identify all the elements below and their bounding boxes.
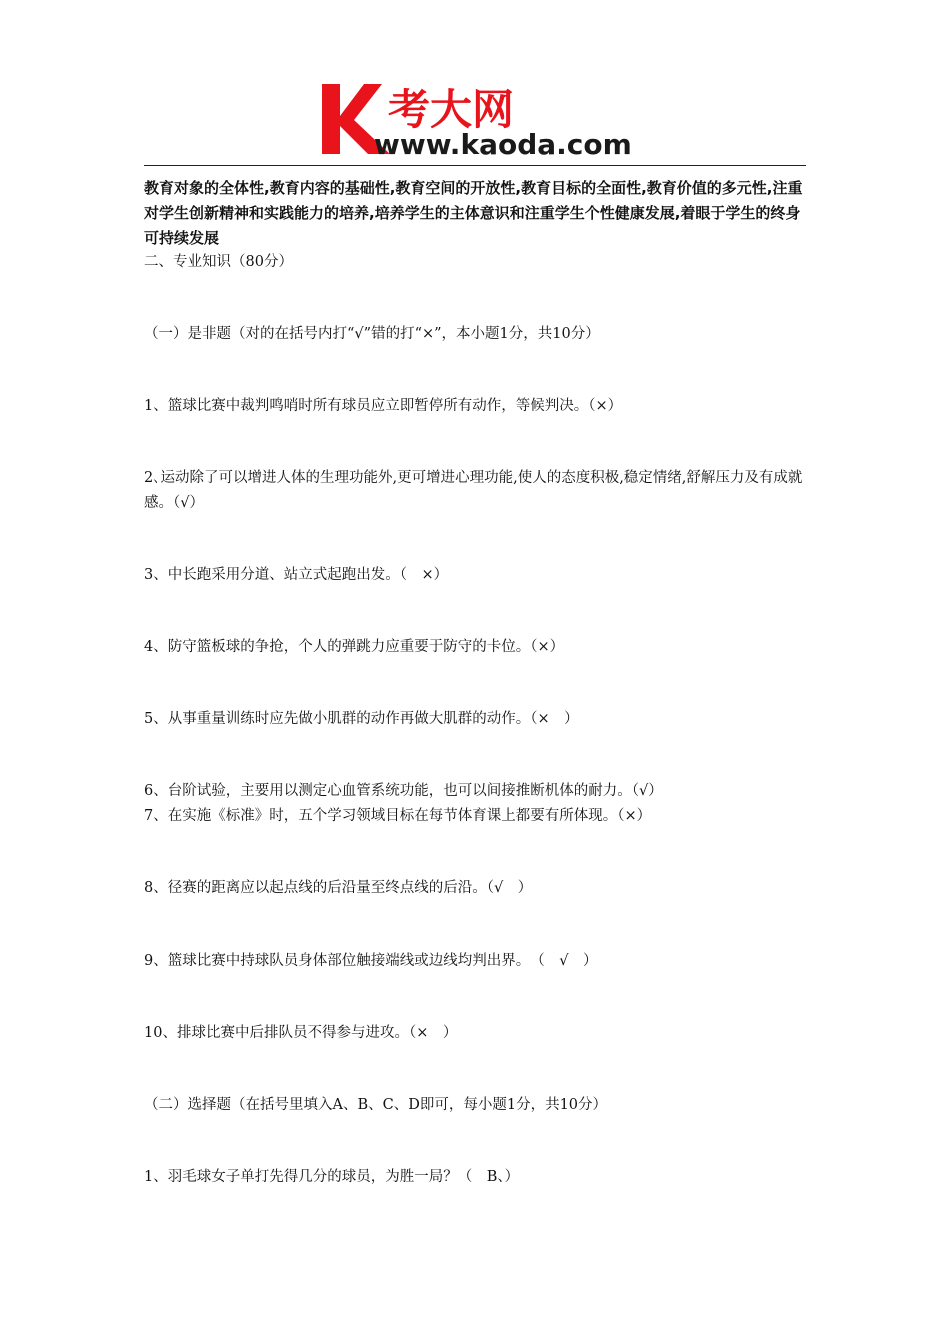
question-item: 6、台阶试验，主要用以测定心血管系统功能，也可以间接推断机体的耐力。（√） xyxy=(144,783,663,799)
logo-url: www.kaoda.com xyxy=(374,128,632,160)
question-item: 3、中长跑采用分道、站立式起跑出发。（ ×） xyxy=(144,567,449,583)
question-item: 1、羽毛球女子单打先得几分的球员，为胜一局？（ B、） xyxy=(144,1169,520,1185)
question-item: 1、篮球比赛中裁判鸣哨时所有球员应立即暂停所有动作，等候判决。（×） xyxy=(144,398,623,414)
question-item: 5、从事重量训练时应先做小肌群的动作再做大肌群的动作。（× ） xyxy=(144,711,579,727)
kaoda-logo xyxy=(318,78,648,160)
header-divider xyxy=(144,165,806,166)
intro-bold-paragraph: 教育对象的全体性,教育内容的基础性,教育空间的开放性,教育目标的全面性,教育价值的多元性,注重对学生创新精神和实践能力的培养,培养学生的主体意识和注重学生个性健康发展,着眼于学生的终身可持续发展 xyxy=(144,179,803,247)
section-title: 二、专业知识（80分） xyxy=(144,254,293,270)
logo-title: 考大网 xyxy=(388,85,515,134)
question-item: 2､运动除了可以增进人体的生理功能外,更可增进心理功能,使人的态度积极,稳定情绪,舒解压力及有成就感。（√） xyxy=(144,470,803,511)
question-item: 8、径赛的距离应以起点线的后沿量至终点线的后沿。（√ ） xyxy=(144,880,533,896)
part2-title: （二）选择题（在括号里填入A、B、C、D即可，每小题1分，共10分） xyxy=(144,1097,608,1113)
part1-title: （一）是非题（对的在括号内打“√”错的打“×”，本小题1分，共10分） xyxy=(144,326,600,342)
question-item: 7、在实施《标准》时，五个学习领域目标在每节体育课上都要有所体现。（×） xyxy=(144,808,652,824)
question-item: 10、排球比赛中后排队员不得参与进攻。（× ） xyxy=(144,1025,458,1041)
question-item: 9、篮球比赛中持球队员身体部位触接端线或边线均判出界。 （ √ ） xyxy=(144,953,598,969)
kaoda-logo-graphic xyxy=(318,78,648,160)
question-item: 4、防守篮板球的争抢，个人的弹跳力应重要于防守的卡位。（×） xyxy=(144,639,565,655)
